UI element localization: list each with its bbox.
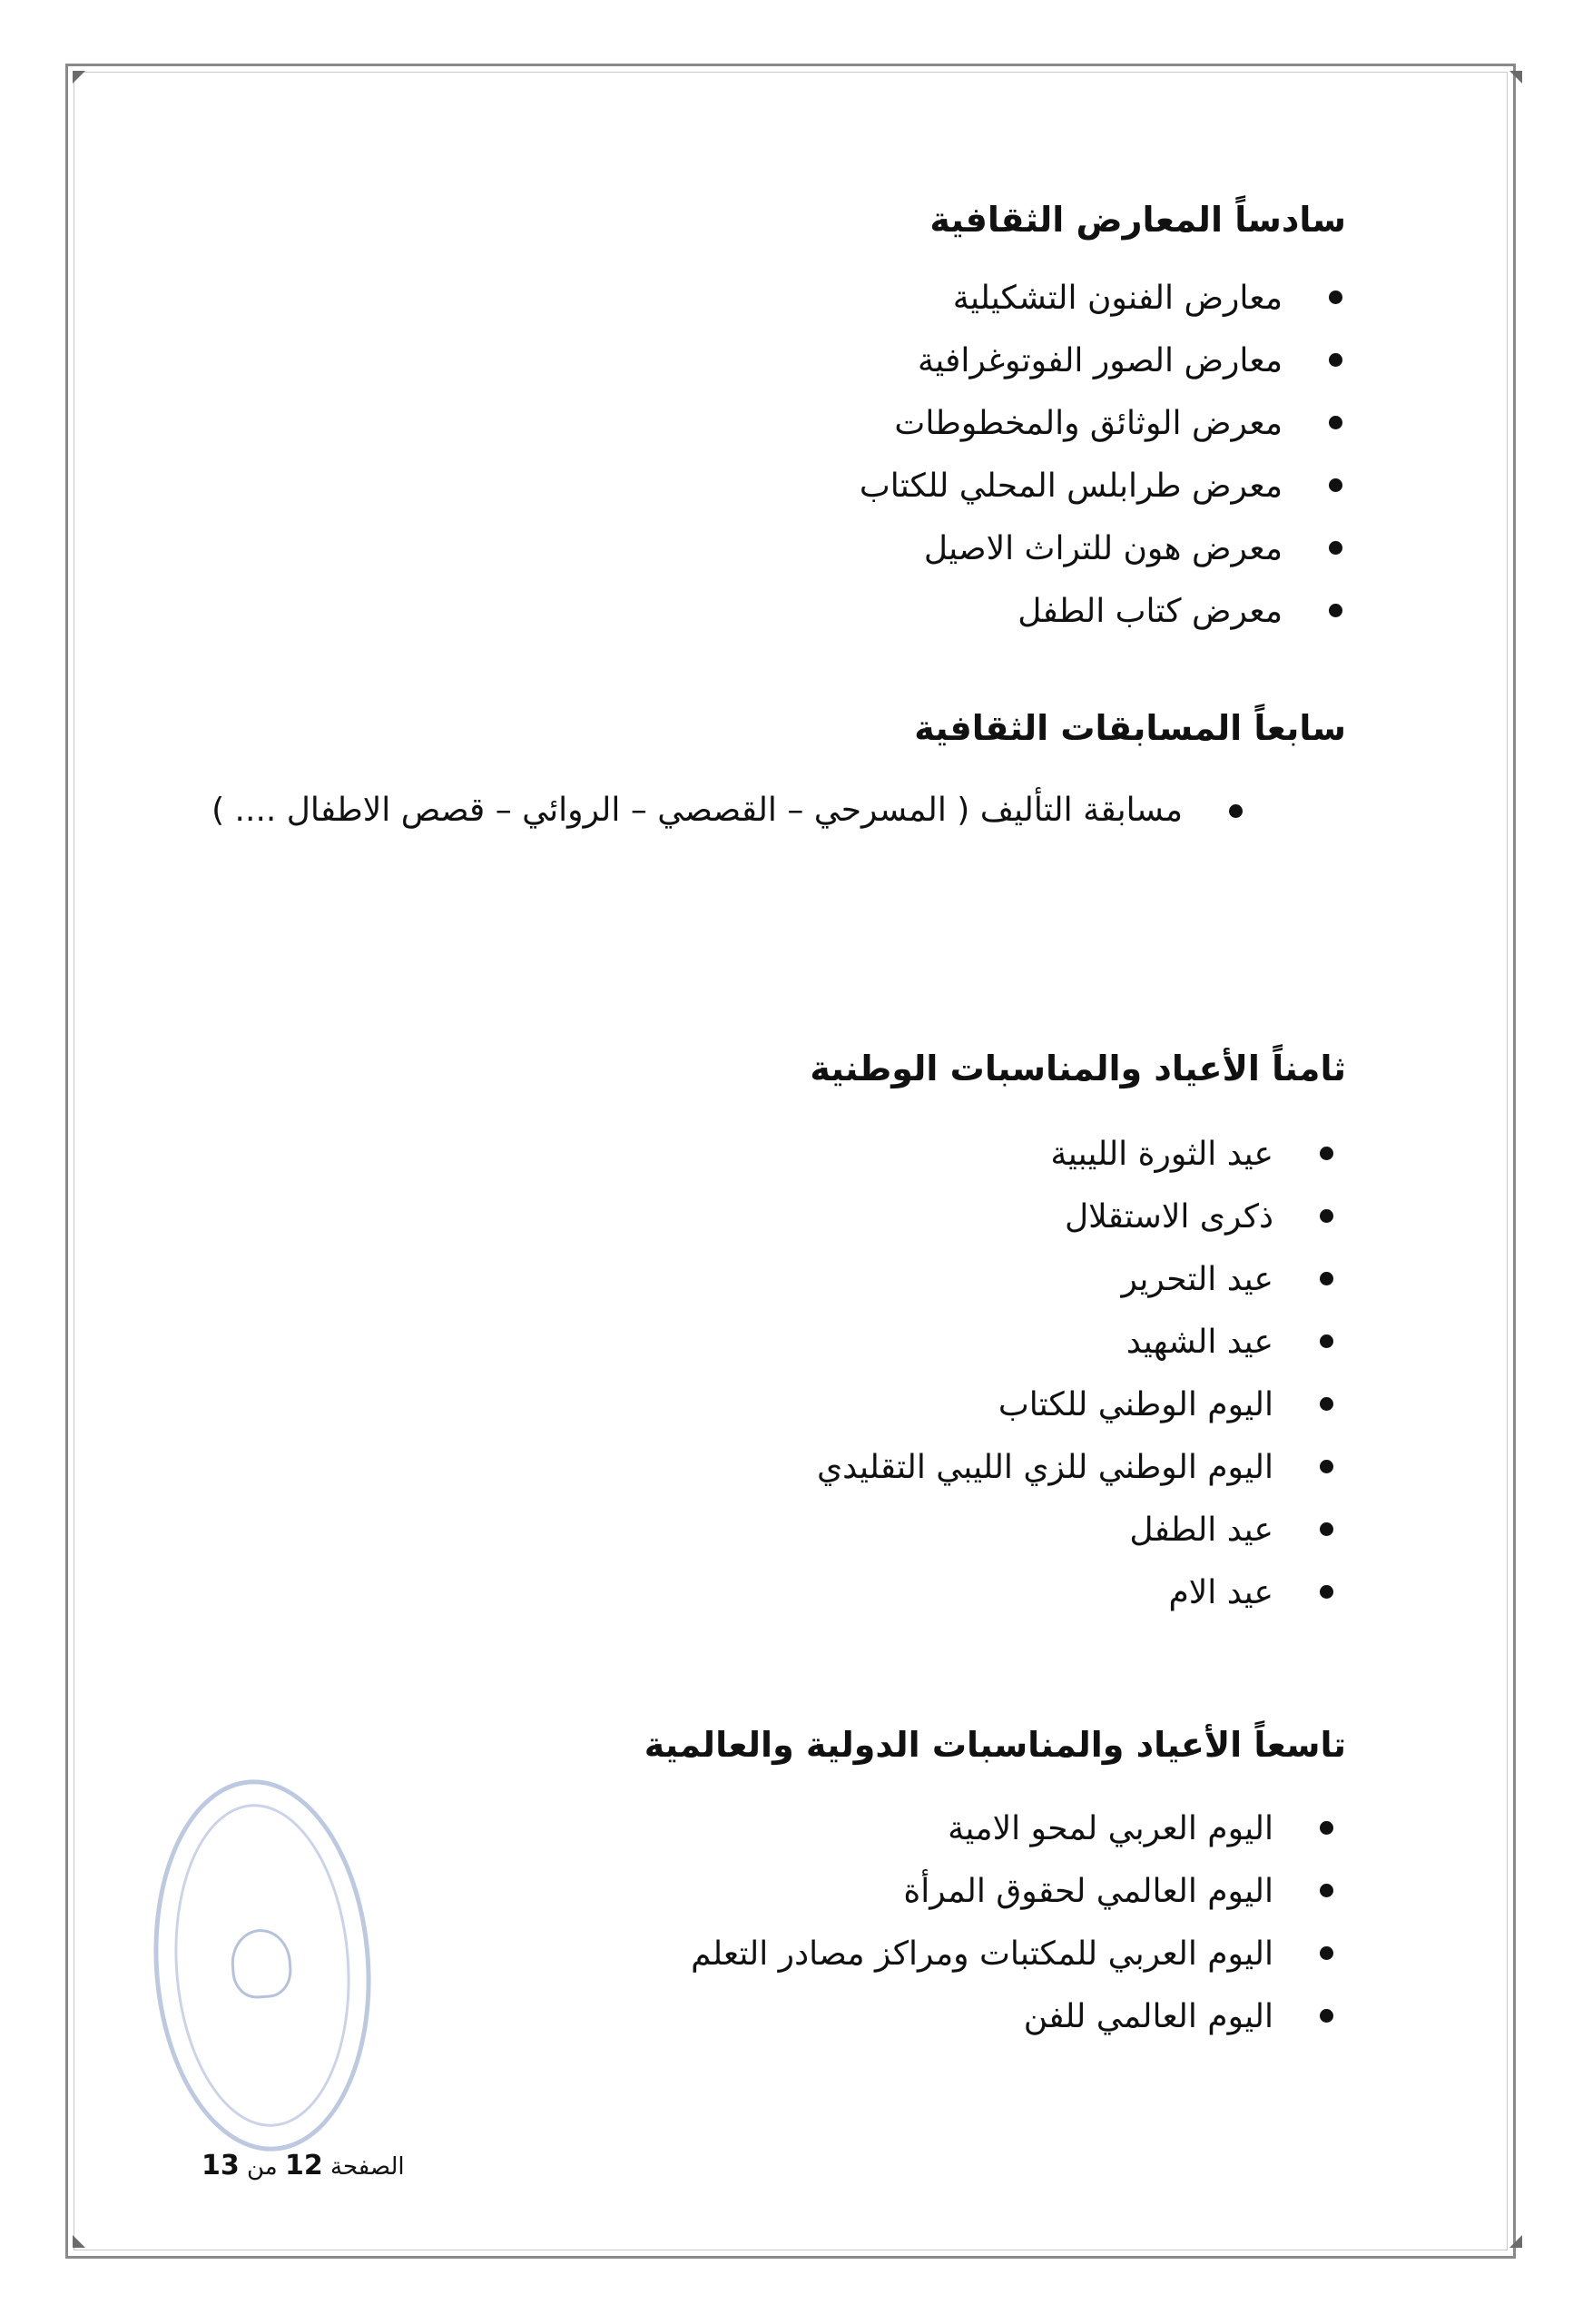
bullet-list	[163, 1123, 1337, 1624]
list-item: اليوم العالمي للفن	[163, 1985, 1337, 2048]
list-item: عيد الام	[163, 1561, 1337, 1624]
section-competitions	[163, 708, 1346, 841]
bullet-icon	[1320, 1209, 1333, 1223]
section-heading: سادساً المعارض الثقافية	[929, 200, 1346, 240]
bullet-icon	[1320, 1460, 1333, 1473]
section-heading: ثامناً الأعياد والمناسبات الوطنية	[810, 1049, 1346, 1088]
bullet-icon	[1329, 290, 1342, 304]
bullet-list	[163, 267, 1346, 643]
list-item: عيد الثورة الليبية	[163, 1123, 1337, 1186]
bullet-icon	[1320, 1522, 1333, 1536]
list-item: اليوم العربي لمحو الامية	[163, 1797, 1337, 1860]
list-item: معرض الوثائق والمخطوطات	[163, 392, 1346, 455]
bullet-icon	[1320, 1821, 1333, 1835]
section-heading: تاسعاً الأعياد والمناسبات الدولية والعالمية	[644, 1725, 1346, 1765]
list-item: معارض الصور الفوتوغرافية	[163, 330, 1346, 392]
corner-ornament	[73, 2235, 85, 2248]
list-item: ذكرى الاستقلال	[163, 1186, 1337, 1248]
list-item: عيد الشهيد	[163, 1311, 1337, 1374]
list-item: معارض الفنون التشكيلية	[163, 267, 1346, 330]
emblem-icon	[229, 1927, 293, 2000]
current-page: 12	[285, 2150, 323, 2181]
bullet-icon	[1320, 1946, 1333, 1960]
of-word: من	[247, 2153, 278, 2181]
page-number	[202, 2150, 405, 2181]
bullet-list	[163, 781, 1246, 841]
bullet-icon	[1320, 1272, 1333, 1285]
bullet-icon	[1320, 1585, 1333, 1599]
bullet-icon	[1329, 416, 1342, 429]
bullet-icon	[1329, 353, 1342, 367]
section-national-occasions	[163, 1049, 1346, 1624]
bullet-icon	[1329, 478, 1342, 492]
corner-ornament	[1509, 2235, 1522, 2248]
section-exhibitions	[163, 200, 1346, 643]
bullet-icon	[1329, 604, 1342, 617]
corner-ornament	[1509, 71, 1522, 84]
bullet-icon	[1320, 1397, 1333, 1411]
bullet-icon	[1320, 1147, 1333, 1160]
bullet-icon	[1320, 1334, 1333, 1348]
list-item: معرض كتاب الطفل	[163, 580, 1346, 643]
list-item: عيد الطفل	[163, 1499, 1337, 1561]
section-heading: سابعاً المسابقات الثقافية	[914, 708, 1346, 748]
bullet-icon	[1320, 2009, 1333, 2023]
bullet-icon	[1320, 1884, 1333, 1897]
list-item: مسابقة التأليف ( المسرحي – القصصي – الروائي – قصص الاطفال .... )	[163, 781, 1246, 841]
list-item: معرض هون للتراث الاصيل	[163, 517, 1346, 580]
list-item: اليوم العالمي لحقوق المرأة	[163, 1860, 1337, 1923]
total-pages: 13	[202, 2150, 240, 2181]
list-item: عيد التحرير	[163, 1248, 1337, 1311]
bullet-icon	[1329, 541, 1342, 555]
corner-ornament	[73, 71, 85, 84]
list-item: اليوم الوطني للكتاب	[163, 1374, 1337, 1436]
page-word: الصفحة	[330, 2153, 405, 2181]
list-item: اليوم العربي للمكتبات ومراكز مصادر التعلم	[163, 1923, 1337, 1985]
list-item: معرض طرابلس المحلي للكتاب	[163, 455, 1346, 517]
bullet-icon	[1229, 804, 1243, 818]
list-item: اليوم الوطني للزي الليبي التقليدي	[163, 1436, 1337, 1499]
